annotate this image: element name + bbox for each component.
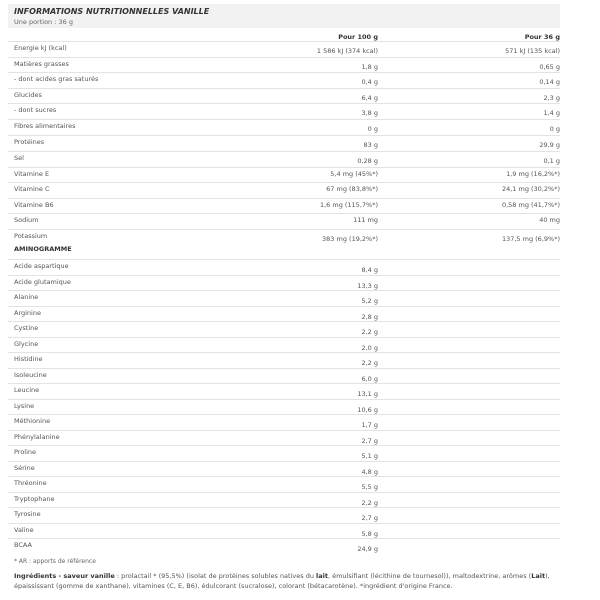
row-divider [8,445,560,446]
row-divider [8,57,560,58]
nutrient-value-per-100g: 1 586 kJ (374 kcal) [316,47,378,55]
row-divider [8,399,560,400]
amino-acid-value: 6,0 g [361,375,378,383]
row-divider [8,290,560,291]
row-divider [8,72,560,73]
amino-acid-value: 2,2 g [361,359,378,367]
nutrient-value-per-portion: 29,9 g [539,141,560,149]
amino-acid-value: 2,2 g [361,328,378,336]
amino-acid-value: 13,3 g [357,282,378,290]
nutrient-value-per-portion: 1,9 mg (16,2%*) [506,170,560,178]
nutrient-value-per-100g: 5,4 mg (45%*) [330,170,378,178]
amino-acid-label: Tyrosine [14,510,41,518]
amino-acid-label: Acide glutamique [14,278,71,286]
row-divider [8,383,560,384]
row-divider [8,337,560,338]
row-divider [8,352,560,353]
amino-acid-label: Lysine [14,402,35,410]
nutrient-value-per-100g: 83 g [363,141,378,149]
row-divider [8,41,560,42]
amino-acid-value: 5,1 g [361,452,378,460]
nutrient-value-per-portion: 0,65 g [539,63,560,71]
amino-acid-value: 4,8 g [361,468,378,476]
row-divider [8,119,560,120]
amino-acid-label: Tryptophane [14,495,55,503]
row-divider [8,461,560,462]
row-divider [8,151,560,152]
amino-acid-label: Leucine [14,386,40,394]
nutrient-value-per-100g: 0,4 g [361,78,378,86]
amino-acid-value: 8,4 g [361,266,378,274]
row-divider [8,523,560,524]
row-divider [8,306,560,307]
amino-acid-value: 2,2 g [361,499,378,507]
row-divider [8,368,560,369]
ingredients-part-2: , émulsifiant (lécithine de tournesol)), maltodextrine, arômes ( [327,572,532,580]
nutrient-label: Vitamine E [14,170,50,178]
row-divider [8,135,560,136]
page-title: INFORMATIONS NUTRITIONNELLES VANILLE [14,7,210,16]
nutrient-value-per-portion: 40 mg [539,216,560,224]
amino-acid-value: 5,8 g [361,530,378,538]
nutrient-value-per-portion: 571 kJ (135 kcal) [505,47,560,55]
row-divider [8,275,560,276]
ingredients-text [14,571,559,591]
row-divider [8,492,560,493]
nutrient-label: - dont acides gras saturés [14,75,99,83]
nutrient-value-per-100g: 1,8 g [361,63,378,71]
amino-acid-label: Histidine [14,355,43,363]
nutrient-value-per-portion: 0,14 g [539,78,560,86]
nutrient-label: Sel [14,154,24,162]
nutrient-value-per-100g: 67 mg (83,8%*) [326,185,378,193]
amino-acid-value: 13,1 g [357,390,378,398]
row-divider [8,476,560,477]
nutrient-value-per-100g: 0,28 g [357,157,378,165]
amino-acid-label: BCAA [14,541,32,549]
row-divider [8,213,560,214]
amino-acid-label: Cystine [14,324,39,332]
nutrient-value-per-portion: 0,1 g [543,157,560,165]
aminogram-title: AMINOGRAMME [14,245,72,253]
amino-acid-label: Acide aspartique [14,262,69,270]
nutrient-label: Vitamine B6 [14,201,54,209]
amino-acid-label: Arginine [14,309,41,317]
amino-acid-value: 2,7 g [361,437,378,445]
nutrient-label: Protéines [14,138,45,146]
table-header-band [8,4,560,28]
nutrient-value-per-100g: 111 mg [353,216,378,224]
column-header-per-100g: Pour 100 g [338,33,378,41]
amino-acid-label: Isoleucine [14,371,47,379]
nutrient-value-per-portion: 1,4 g [543,109,560,117]
nutrient-value-per-100g: 383 mg (19,2%*) [322,235,378,243]
row-divider [8,538,560,539]
nutrient-value-per-100g: 6,4 g [361,94,378,102]
ingredients-part-1: : prolactail * (95,5%) (isolat de protéines solubles natives du [114,572,317,580]
ingredients-part-3: ), épaississant (gomme de xanthane), vitamines (C, E, B6), édulcorant (sucralose), colorant (bétacarotène). *ingrédient d'origine France. [14,572,550,590]
amino-acid-label: Glycine [14,340,39,348]
nutrient-label: Matières grasses [14,60,69,68]
nutrient-label: Glucides [14,91,42,99]
row-divider [8,414,560,415]
row-divider [8,507,560,508]
row-divider [8,321,560,322]
amino-acid-value: 2,8 g [361,313,378,321]
nutrient-label: Potassium [14,232,48,240]
amino-acid-label: Thréonine [14,479,47,487]
row-divider [8,182,560,183]
ingredients-label: Ingrédients - saveur vanille [14,572,115,580]
nutrient-label: Fibres alimentaires [14,122,76,130]
amino-acid-label: Valine [14,526,34,534]
nutrient-label: Sodium [14,216,39,224]
amino-acid-value: 24,9 g [357,545,378,553]
portion-size: Une portion : 36 g [14,18,73,26]
amino-acid-label: Sérine [14,464,35,472]
nutrient-value-per-portion: 0,58 mg (41,7%*) [501,201,560,209]
row-divider [8,229,560,230]
row-divider [8,88,560,89]
amino-acid-value: 1,7 g [361,421,378,429]
amino-acid-value: 2,7 g [361,514,378,522]
nutrient-value-per-portion: 0 g [549,125,560,133]
row-divider [8,430,560,431]
nutrient-value-per-portion: 137,5 mg (6,9%*) [501,235,560,243]
row-divider [8,103,560,104]
nutrient-label: - dont sucres [14,106,57,114]
amino-acid-value: 5,5 g [361,483,378,491]
row-divider [8,198,560,199]
allergen-lait-1: lait [316,572,328,580]
nutrient-value-per-portion: 24,1 mg (30,2%*) [501,185,560,193]
amino-acid-value: 5,2 g [361,297,378,305]
nutrient-label: Energie kJ (kcal) [14,44,67,52]
nutrient-value-per-portion: 2,3 g [543,94,560,102]
amino-acid-value: 10,6 g [357,406,378,414]
nutrient-value-per-100g: 3,8 g [361,109,378,117]
amino-acid-label: Méthionine [14,417,51,425]
amino-acid-label: Phénylalanine [14,433,60,441]
allergen-lait-2: Lait [531,572,546,580]
row-divider [8,259,560,260]
nutrient-label: Vitamine C [14,185,50,193]
amino-acid-label: Proline [14,448,37,456]
footnote: * AR : apports de référence [14,558,96,565]
nutrient-value-per-100g: 0 g [367,125,378,133]
row-divider [8,167,560,168]
column-header-per-portion: Pour 36 g [524,33,560,41]
amino-acid-label: Alanine [14,293,39,301]
nutrient-value-per-100g: 1,6 mg (115,7%*) [319,201,378,209]
amino-acid-value: 2,0 g [361,344,378,352]
